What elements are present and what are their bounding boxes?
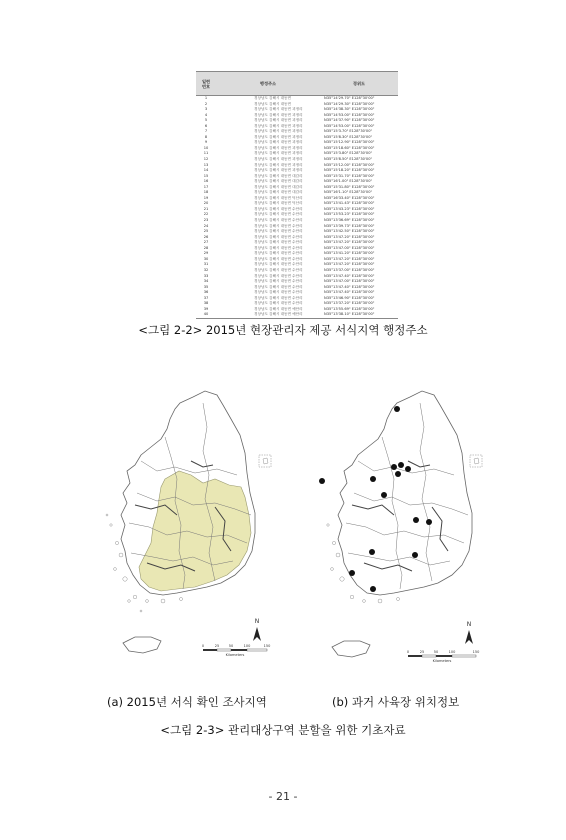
serial-no-cell: 5 (204, 118, 208, 123)
serial-no-cell: 19 (203, 195, 209, 200)
serial-no-cell: 24 (203, 223, 209, 228)
coordinate-cell: N35°14'53.00" E128°30'00" (324, 123, 375, 128)
table-row (196, 312, 398, 318)
scale-bar (202, 644, 270, 657)
serial-no-cell: 14 (203, 168, 209, 173)
serial-no-cell: 15 (203, 173, 209, 178)
svg-text:150: 150 (263, 644, 271, 648)
farm-marker (319, 478, 325, 484)
map-survey-area (95, 375, 295, 675)
serial-no-cell: 1 (204, 96, 208, 100)
serial-no-cell: 17 (203, 184, 209, 189)
coordinate-cell: N35°13'47.20" E128°30'00" (324, 240, 375, 245)
svg-text:150: 150 (472, 650, 480, 654)
address-cell: 경상남도 김해시 대동면 대감리 (254, 179, 303, 184)
svg-text:25: 25 (419, 650, 425, 654)
serial-no-cell: 40 (196, 312, 216, 318)
coordinate-cell: N35°13'41.43" E128°30'00" (324, 201, 375, 206)
coordinate-cell: N35°13'53.23" E128°30'00" (324, 212, 375, 217)
coordinate-cell: N35°13'37.20" E128°30'00" (324, 301, 375, 306)
address-cell: 경상남도 김해시 대동면 수안리 (254, 267, 303, 272)
coordinate-cell: N35°15'18.60" E128°30'00" (324, 145, 375, 150)
coordinate-cell: N35°14'38.30" E128°30'00" (324, 107, 375, 112)
farm-marker (370, 586, 376, 592)
serial-no-cell: 6 (204, 123, 208, 128)
jeju-island (123, 637, 161, 653)
serial-no-cell: 13 (203, 162, 209, 167)
address-cell: 경상남도 김해시 대동면 수안리 (254, 301, 303, 306)
serial-no-cell: 38 (203, 301, 209, 306)
address-cell: 경상남도 김해시 대동면 수안리 (254, 295, 303, 300)
address-cell: 경상남도 김해시 대동면 덕산리 (254, 201, 303, 206)
coordinate-cell: N35°13'39.73" E128°30'00" (324, 223, 375, 228)
coordinate-cell: N35°16'1.00" E128°30'00" (324, 179, 373, 184)
farm-marker (394, 406, 400, 412)
serial-no-cell: 34 (203, 279, 209, 284)
coordinate-cell: N35°14'29.70" E128°30'00" (324, 96, 375, 100)
serial-no-cell: 16 (203, 179, 209, 184)
farm-marker (369, 549, 375, 555)
north-arrow (253, 618, 261, 641)
address-cell: 경상남도 김해시 대동면 괴정리 (254, 157, 303, 162)
address-cell: 경상남도 김해시 대동면 괴정리 (254, 123, 303, 128)
svg-text:100: 100 (243, 644, 251, 648)
inset-box (259, 455, 271, 467)
address-cell: 경상남도 김해시 대동면 수안리 (254, 279, 303, 284)
address-cell: 경상남도 김해시 대동면 수안리 (254, 251, 303, 256)
serial-no-cell: 22 (203, 212, 209, 217)
subcaption-a: (a) 2015년 서식 확인 조사지역 (107, 695, 267, 709)
farm-marker (349, 570, 355, 576)
svg-text:50: 50 (433, 650, 439, 654)
serial-no-cell: 27 (203, 240, 209, 245)
farm-marker (381, 492, 387, 498)
address-cell: 경상남도 김해시 대동면 괴정리 (254, 112, 303, 117)
address-cell: 경상남도 김해시 대동면 괴정리 (254, 162, 303, 167)
coordinate-cell: N35°13'37.00" E128°30'00" (324, 267, 375, 272)
address-cell: 경상남도 김해시 대동면 예안리 (216, 312, 320, 318)
serial-no-cell: 32 (203, 267, 209, 272)
figure-caption-2-3: <그림 2-3> 관리대상구역 분할을 위한 기초자료 (160, 723, 406, 737)
coordinate-cell: N35°15'18.20" E128°30'00" (324, 168, 375, 173)
address-cell: 경상남도 김해시 대동면 수안리 (254, 273, 303, 278)
farm-marker (412, 552, 418, 558)
coordinate-cell: N35°15'31.80" E128°30'00" (324, 184, 375, 189)
coordinate-cell: N35°15'8.30" E128°30'00" (324, 134, 373, 139)
coordinate-cell: N35°13'43.23" E128°30'00" (324, 206, 375, 211)
address-cell: 경상남도 김해시 대동면 대감리 (254, 190, 303, 195)
address-cell: 경상남도 김해시 대동면 괴정리 (254, 118, 303, 123)
farm-marker (370, 476, 376, 482)
serial-no-cell: 3 (204, 107, 208, 112)
serial-no-cell: 29 (203, 251, 209, 256)
header-address: 행정주소 (216, 72, 320, 96)
figure-caption-2-2: <그림 2-2> 2015년 현장관리자 제공 서식지역 행정주소 (138, 323, 428, 337)
serial-no-cell: 31 (203, 262, 209, 267)
coordinate-cell: N35°13'47.40" E128°30'00" (324, 273, 375, 278)
serial-no-cell: 18 (203, 190, 209, 195)
serial-no-cell: 23 (203, 218, 209, 223)
map-past-farm-locations (312, 375, 512, 675)
coordinate-cell: N35°13'55.69" E128°30'00" (324, 306, 375, 311)
coordinate-cell: N35°13'46.90" E128°30'00" (324, 295, 375, 300)
coordinate-cell: N35°16'33.40" E128°30'00" (324, 195, 375, 200)
address-cell: 경상남도 김해시 대동면 (254, 96, 291, 100)
address-cell: 경상남도 김해시 대동면 수안리 (254, 256, 303, 261)
farm-marker (413, 517, 419, 523)
coordinate-cell: N35°14'37.90" E128°30'00" (324, 118, 375, 123)
address-cell: 경상남도 김해시 대동면 예안리 (254, 306, 303, 311)
coordinate-cell: N35°13'47.20" E128°30'00" (324, 256, 375, 261)
address-cell: 경상남도 김해시 대동면 수안리 (254, 223, 303, 228)
address-cell: 경상남도 김해시 대동면 수안리 (254, 262, 303, 267)
coordinate-cell: N35°13'41.20" E128°30'00" (324, 251, 375, 256)
scale-bar (407, 650, 479, 663)
address-cell: 경상남도 김해시 대동면 수안리 (254, 245, 303, 250)
table-header-row (196, 72, 398, 96)
address-cell: 경상남도 김해시 대동면 수안리 (254, 229, 303, 234)
serial-no-cell: 35 (203, 284, 209, 289)
serial-no-cell: 39 (203, 306, 209, 311)
coordinate-cell: N35°13'47.00" E128°30'00" (324, 245, 375, 250)
serial-no-cell: 20 (203, 201, 209, 206)
north-arrow (465, 621, 473, 644)
serial-no-cell: 8 (204, 134, 208, 139)
svg-text:N: N (466, 621, 472, 628)
address-cell: 경상남도 김해시 대동면 수안리 (254, 218, 303, 223)
coordinate-cell: N35°13'36.69" E128°30'00" (324, 218, 375, 223)
coordinate-cell: N35°15'12.90" E128°30'00" (324, 140, 375, 145)
header-serial-no: 일련 번호 (196, 72, 216, 96)
coordinate-cell: N35°15'3.70" E128°30'00" (324, 129, 373, 134)
coordinate-cell: N35°13'42.50" E128°30'00" (324, 229, 375, 234)
farm-marker (426, 519, 432, 525)
subcaption-b: (b) 과거 사육장 위치정보 (332, 695, 460, 709)
address-cell: 경상남도 김해시 대동면 괴정리 (254, 145, 303, 150)
address-cell: 경상남도 김해시 대동면 괴정리 (254, 129, 303, 134)
serial-no-cell: 21 (203, 206, 209, 211)
inset-box (470, 455, 482, 467)
address-cell: 경상남도 김해시 대동면 수안리 (254, 234, 303, 239)
address-cell: 경상남도 김해시 대동면 수안리 (254, 212, 303, 217)
serial-no-cell: 36 (203, 290, 209, 295)
coordinate-cell: N35°13'47.00" E128°30'00" (324, 279, 375, 284)
serial-no-cell: 30 (203, 256, 209, 261)
serial-no-cell: 2 (204, 101, 208, 106)
address-table (196, 71, 398, 319)
coordinate-cell: N35°16'1.10" E128°30'00" (324, 190, 373, 195)
farm-marker (405, 466, 411, 472)
serial-no-cell: 7 (204, 129, 208, 134)
serial-no-cell: 37 (203, 295, 209, 300)
address-cell: 경상남도 김해시 대동면 수안리 (254, 240, 303, 245)
address-cell: 경상남도 김해시 대동면 수안리 (254, 290, 303, 295)
coordinate-cell: N35°13'47.20" E128°30'00" (324, 234, 375, 239)
farm-marker (391, 464, 397, 470)
address-cell: 경상남도 김해시 대동면 덕산리 (254, 195, 303, 200)
serial-no-cell: 33 (203, 273, 209, 278)
address-cell: 경상남도 김해시 대동면 괴정리 (254, 168, 303, 173)
svg-text:50: 50 (228, 644, 234, 648)
svg-text:0: 0 (406, 650, 410, 654)
address-cell: 경상남도 김해시 대동면 괴정리 (254, 134, 303, 139)
address-cell: 경상남도 김해시 대동면 괴정리 (254, 107, 303, 112)
jeju-island (332, 641, 370, 657)
coordinate-cell: N35°13'47.20" E128°30'00" (324, 262, 375, 267)
farm-marker (395, 471, 401, 477)
address-cell: 경상남도 김해시 대동면 수안리 (254, 206, 303, 211)
serial-no-cell: 4 (204, 112, 208, 117)
coordinate-cell: N35°15'8.50" E128°30'00" (324, 157, 373, 162)
coordinate-cell: N35°14'29.30" E128°30'00" (324, 101, 375, 106)
serial-no-cell: 9 (204, 140, 208, 145)
coordinate-cell: N35°15'3.80" E128°30'00" (324, 151, 373, 156)
svg-text:25: 25 (214, 644, 220, 648)
coordinate-cell: N35°13'47.40" E128°30'00" (324, 284, 375, 289)
address-cell: 경상남도 김해시 대동면 대감리 (254, 173, 303, 178)
svg-text:N: N (254, 618, 260, 625)
serial-no-cell: 12 (203, 157, 209, 162)
coordinate-cell: N35°15'31.70" E128°30'00" (324, 173, 375, 178)
serial-no-cell: 26 (203, 234, 209, 239)
address-cell: 경상남도 김해시 대동면 대감리 (254, 184, 303, 189)
serial-no-cell: 25 (203, 229, 209, 234)
coordinate-cell: N35°15'12.00" E128°30'00" (324, 162, 375, 167)
farm-marker (398, 462, 404, 468)
coordinate-cell: N35°13'38.10" E128°30'00" (320, 312, 398, 318)
svg-text:0: 0 (201, 644, 205, 648)
svg-text:100: 100 (448, 650, 456, 654)
page-number: - 21 - (268, 790, 298, 803)
coordinate-cell: N35°13'47.40" E128°30'00" (324, 290, 375, 295)
address-cell: 경상남도 김해시 대동면 수안리 (254, 284, 303, 289)
address-cell: 경상남도 김해시 대동면 괴정리 (254, 140, 303, 145)
coordinate-cell: N35°14'53.00" E128°30'00" (324, 112, 375, 117)
serial-no-cell: 28 (203, 245, 209, 250)
serial-no-cell: 10 (203, 145, 209, 150)
header-coordinates: 경위도 (320, 72, 398, 96)
svg-text:Kilometers: Kilometers (225, 653, 245, 657)
serial-no-cell: 11 (203, 151, 209, 156)
address-cell: 경상남도 김해시 대동면 괴정리 (254, 151, 303, 156)
address-cell: 경상남도 김해시 대동면 (254, 101, 291, 106)
svg-text:Kilometers: Kilometers (432, 659, 452, 663)
